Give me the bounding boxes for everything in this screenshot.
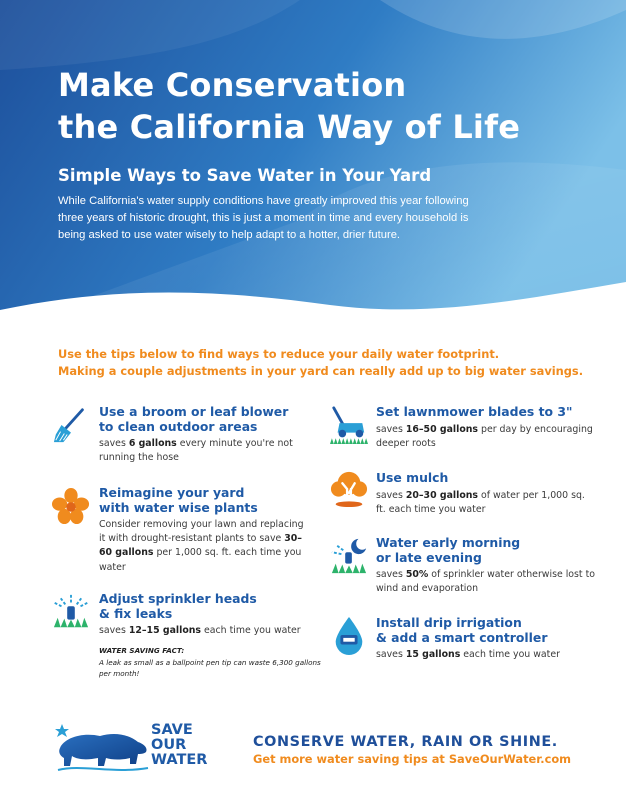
flower-icon xyxy=(52,486,90,526)
tip-title-line-2: or late evening xyxy=(376,549,482,565)
water-saving-fact xyxy=(99,645,329,680)
tip-title xyxy=(99,592,329,621)
tips-lead-line-2: Making a couple adjustments in your yard can really add up to big water savings. xyxy=(58,364,584,378)
mulch-tree-icon xyxy=(330,469,368,509)
tip-amount: 6 gallons xyxy=(128,438,177,449)
tip-title-line-2: with water wise plants xyxy=(99,499,258,515)
tips-lead-line-1: Use the tips below to find ways to reduce your daily water footprint. xyxy=(58,347,500,361)
tip-amount: 15 gallons xyxy=(405,649,461,660)
tip-title-line-1: Adjust sprinkler heads xyxy=(99,591,257,606)
tip-amount: 50% xyxy=(405,569,429,580)
tip-title-line-2: to clean outdoor areas xyxy=(99,418,258,434)
tip-body-post: per day by encouraging deeper roots xyxy=(376,423,593,449)
tip-title-line-2: & fix leaks xyxy=(99,605,173,621)
fact-text: A leak as small as a ballpoint pen tip can waste 6,300 gallons per month! xyxy=(99,657,321,678)
tip-body-post: every minute you're not running the hose xyxy=(99,438,293,464)
sprinkler-icon xyxy=(52,592,90,632)
tip-amount: 30–60 gallons xyxy=(99,533,302,559)
tip-title-line-1: Use a broom or leaf blower xyxy=(99,404,289,419)
logo-line-3: WATER xyxy=(151,752,208,768)
logo-line-1: SAVE xyxy=(151,722,193,738)
logo-wordmark xyxy=(151,723,207,768)
broom-icon xyxy=(52,405,90,445)
tip-body-pre: saves xyxy=(376,649,406,660)
tip-title xyxy=(99,486,309,515)
fact-heading: WATER SAVING FACT: xyxy=(99,646,185,655)
page-title xyxy=(58,64,598,148)
tip-body-post: each time you water xyxy=(460,649,560,660)
hero-background xyxy=(0,0,626,330)
tip-body xyxy=(376,568,601,596)
tip-body-post: of water per 1,000 sq. ft. each time you water xyxy=(376,489,585,515)
tip-body-post: each time you water xyxy=(201,625,301,636)
logo-line-2: OUR xyxy=(151,737,187,753)
tip-body-pre: saves xyxy=(376,489,406,501)
tip-body xyxy=(99,437,314,465)
tip-title xyxy=(376,616,606,645)
title-line-2: the California Way of Life xyxy=(58,108,521,146)
tip-body-pre: Consider removing your lawn and replacing it with drought-resistant plants to save xyxy=(99,519,304,545)
tip-body-pre: saves xyxy=(99,625,129,636)
tip-body-pre: saves xyxy=(99,438,129,449)
tip-body xyxy=(376,489,586,517)
tip-body-post: per 1,000 sq. ft. each time you water xyxy=(99,547,302,573)
tip-body xyxy=(99,624,329,638)
tip-amount: 12–15 gallons xyxy=(128,625,202,636)
tip-body xyxy=(99,518,309,575)
footer-cta-link[interactable]: Get more water saving tips at SaveOurWater.com xyxy=(253,752,572,766)
tip-title-line-1: Install drip irrigation xyxy=(376,615,522,630)
tip-title-line-1: Water early morning xyxy=(376,535,521,550)
moon-sprinkler-icon xyxy=(330,536,368,576)
tip-body-post: of sprinkler water otherwise lost to wind and evaporation xyxy=(376,569,595,595)
tip-title-line-1: Set lawnmower blades to 3" xyxy=(376,404,573,419)
tip-title-line-2: & add a smart controller xyxy=(376,629,548,645)
tip-title-line-1: Use mulch xyxy=(376,470,449,485)
tip-title-line-1: Reimagine your yard xyxy=(99,485,245,500)
hero-banner xyxy=(0,0,626,330)
footer-cta: CONSERVE WATER, RAIN OR SHINE. xyxy=(253,734,558,750)
tip-body xyxy=(376,423,601,451)
tip-amount: 16–50 gallons xyxy=(405,423,479,435)
tips-lead xyxy=(58,346,598,380)
tip-body xyxy=(376,648,606,662)
tip-title xyxy=(376,471,586,486)
tip-body-pre: saves xyxy=(376,423,406,435)
tip-body-pre: saves xyxy=(376,569,406,580)
tip-title xyxy=(99,405,314,434)
smart-controller-icon xyxy=(330,616,368,656)
tip-amount: 20–30 gallons xyxy=(405,489,479,501)
tip-title xyxy=(376,405,601,420)
intro-paragraph: While California's water supply conditions have greatly improved this year following three years of historic drought, this is just a moment in time and every household is being asked to use water wisely to help adapt to a hotter, drier future. xyxy=(58,195,469,241)
lawnmower-icon xyxy=(330,405,368,445)
tip-title xyxy=(376,536,601,565)
title-line-1: Make Conservation xyxy=(58,66,407,104)
page-subtitle: Simple Ways to Save Water in Your Yard xyxy=(58,166,432,185)
